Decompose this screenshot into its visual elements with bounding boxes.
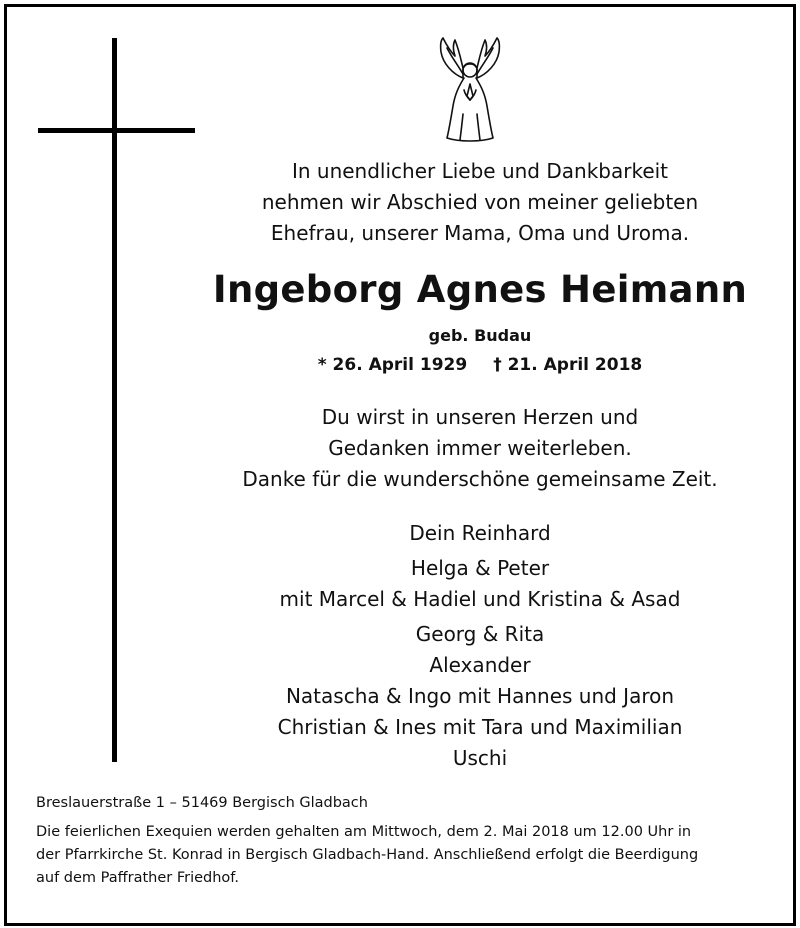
mourner-line: Natascha & Ingo mit Hannes und Jaron (285, 684, 675, 708)
quote-line: Du wirst in unseren Herzen und (321, 405, 639, 429)
funeral-line: der Pfarrkirche St. Konrad in Bergisch Gladbach-Hand. Anschließend erfolgt die Beerdigung (36, 847, 699, 863)
address-line: Breslauerstraße 1 – 51469 Bergisch Gladbach (36, 795, 368, 811)
mourner-line: mit Marcel & Hadiel und Kristina & Asad (279, 587, 681, 611)
deceased-name: Ingeborg Agnes Heimann (212, 268, 748, 311)
mourner-line: Georg & Rita (415, 622, 545, 646)
birth-date: * 26. April 1929 (317, 355, 468, 375)
mourners-list (210, 518, 750, 774)
funeral-line: auf dem Paffrather Friedhof. (36, 870, 239, 886)
cross-vertical-bar (112, 38, 117, 762)
quote-line: Gedanken immer weiterleben. (328, 436, 632, 460)
intro-text (210, 156, 750, 249)
mourner-line: Christian & Ines mit Tara und Maximilian (277, 715, 683, 739)
mourner-line: Alexander (429, 653, 531, 677)
funeral-line: Die feierlichen Exequien werden gehalten am Mittwoch, dem 2. Mai 2018 um 12.00 Uhr in (36, 824, 692, 840)
death-date: † 21. April 2018 (493, 355, 643, 375)
maiden-name: geb. Budau (428, 326, 532, 345)
mourner-line: Helga & Peter (410, 556, 550, 580)
funeral-notice (36, 821, 766, 890)
cross-horizontal-bar (38, 128, 195, 133)
intro-line: Ehefrau, unserer Mama, Oma und Uroma. (270, 221, 690, 245)
mourner-line: Dein Reinhard (409, 521, 551, 545)
mourner-line: Uschi (452, 746, 508, 770)
life-dates (210, 352, 750, 378)
intro-line: In unendlicher Liebe und Dankbarkeit (291, 159, 669, 183)
farewell-quote (210, 402, 750, 495)
praying-angel-icon (425, 34, 515, 146)
quote-line: Danke für die wunderschöne gemeinsame Zeit. (242, 467, 718, 491)
intro-line: nehmen wir Abschied von meiner geliebten (261, 190, 699, 214)
